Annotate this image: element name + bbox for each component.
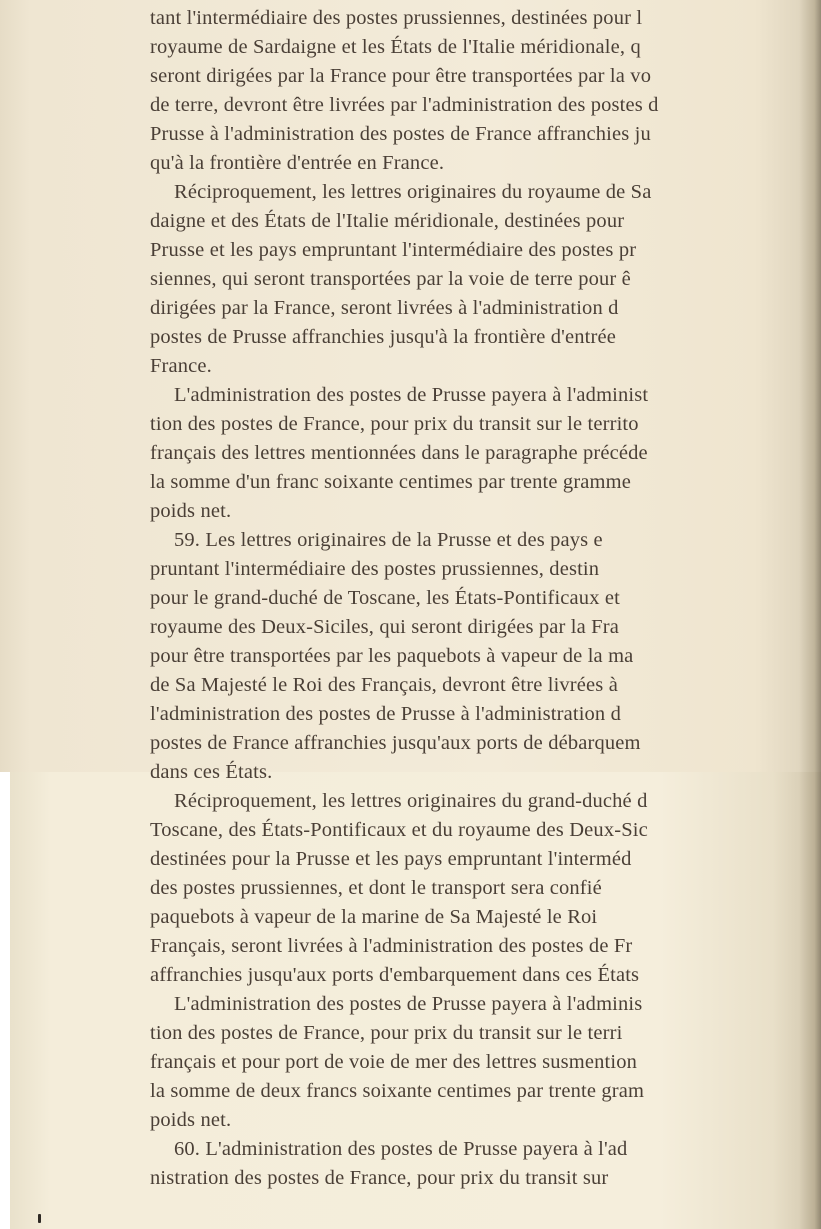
- scan-speck: [38, 1214, 41, 1223]
- text-line: dans ces États.: [150, 761, 273, 783]
- text-line: des postes prussiennes, et dont le transport sera confié: [150, 877, 602, 899]
- text-line: 60. L'administration des postes de Prusse payera à l'ad: [174, 1138, 628, 1160]
- text-line: L'administration des postes de Prusse payera à l'adminis: [174, 993, 643, 1015]
- text-line: poids net.: [150, 500, 232, 522]
- text-line: Français, seront livrées à l'administration des postes de Fr: [150, 935, 633, 957]
- text-line: France.: [150, 355, 212, 377]
- text-line: 59. Les lettres originaires de la Prusse et des pays e: [174, 529, 603, 551]
- scan-margin: [0, 772, 10, 1229]
- text-line: destinées pour la Prusse et les pays empruntant l'interméd: [150, 848, 632, 870]
- text-line: français et pour port de voie de mer des lettres susmention: [150, 1051, 638, 1073]
- text-line: tion des postes de France, pour prix du transit sur le territo: [150, 413, 639, 435]
- text-line: royaume des Deux-Siciles, qui seront dirigées par la Fra: [150, 616, 619, 638]
- text-line: qu'à la frontière d'entrée en France.: [150, 152, 445, 174]
- text-line: Toscane, des États-Pontificaux et du royaume des Deux-Sic: [150, 819, 648, 841]
- page-gutter-shadow: [799, 0, 821, 1229]
- text-line: pour le grand-duché de Toscane, les États-Pontificaux et: [150, 587, 620, 609]
- text-line: paquebots à vapeur de la marine de Sa Majesté le Roi: [150, 906, 598, 928]
- text-line: de Sa Majesté le Roi des Français, devront être livrées à: [150, 674, 618, 696]
- text-line: la somme d'un franc soixante centimes par trente gramme: [150, 471, 631, 493]
- text-line: siennes, qui seront transportées par la voie de terre pour ê: [150, 268, 631, 290]
- text-line: nistration des postes de France, pour prix du transit sur: [150, 1167, 609, 1189]
- text-line: la somme de deux francs soixante centimes par trente gram: [150, 1080, 645, 1102]
- text-line: affranchies jusqu'aux ports d'embarquement dans ces États: [150, 964, 640, 986]
- document-body-text: [150, 4, 802, 1189]
- text-line: tion des postes de France, pour prix du transit sur le terri: [150, 1022, 623, 1044]
- text-line: poids net.: [150, 1109, 232, 1131]
- text-line: pour être transportées par les paquebots à vapeur de la ma: [150, 645, 634, 667]
- text-line: L'administration des postes de Prusse payera à l'administ: [174, 384, 649, 406]
- text-line: postes de Prusse affranchies jusqu'à la frontière d'entrée: [150, 326, 616, 348]
- text-line: dirigées par la France, seront livrées à l'administration d: [150, 297, 619, 319]
- text-line: Réciproquement, les lettres originaires du royaume de Sa: [174, 181, 652, 203]
- text-line: l'administration des postes de Prusse à l'administration d: [150, 703, 622, 725]
- text-line: daigne et des États de l'Italie méridionale, destinées pour: [150, 210, 625, 232]
- text-line: de terre, devront être livrées par l'administration des postes d: [150, 94, 659, 116]
- text-line: postes de France affranchies jusqu'aux ports de débarquem: [150, 732, 641, 754]
- text-line: Prusse à l'administration des postes de France affranchies ju: [150, 123, 651, 145]
- text-line: Réciproquement, les lettres originaires du grand-duché d: [174, 790, 648, 812]
- text-line: pruntant l'intermédiaire des postes prussiennes, destin: [150, 558, 600, 580]
- text-line: seront dirigées par la France pour être transportées par la vo: [150, 65, 652, 87]
- text-line: royaume de Sardaigne et les États de l'Italie méridionale, q: [150, 36, 641, 58]
- text-line: français des lettres mentionnées dans le paragraphe précéde: [150, 442, 648, 464]
- text-line: tant l'intermédiaire des postes prussiennes, destinées pour l: [150, 7, 643, 29]
- text-line: Prusse et les pays empruntant l'intermédiaire des postes pr: [150, 239, 637, 261]
